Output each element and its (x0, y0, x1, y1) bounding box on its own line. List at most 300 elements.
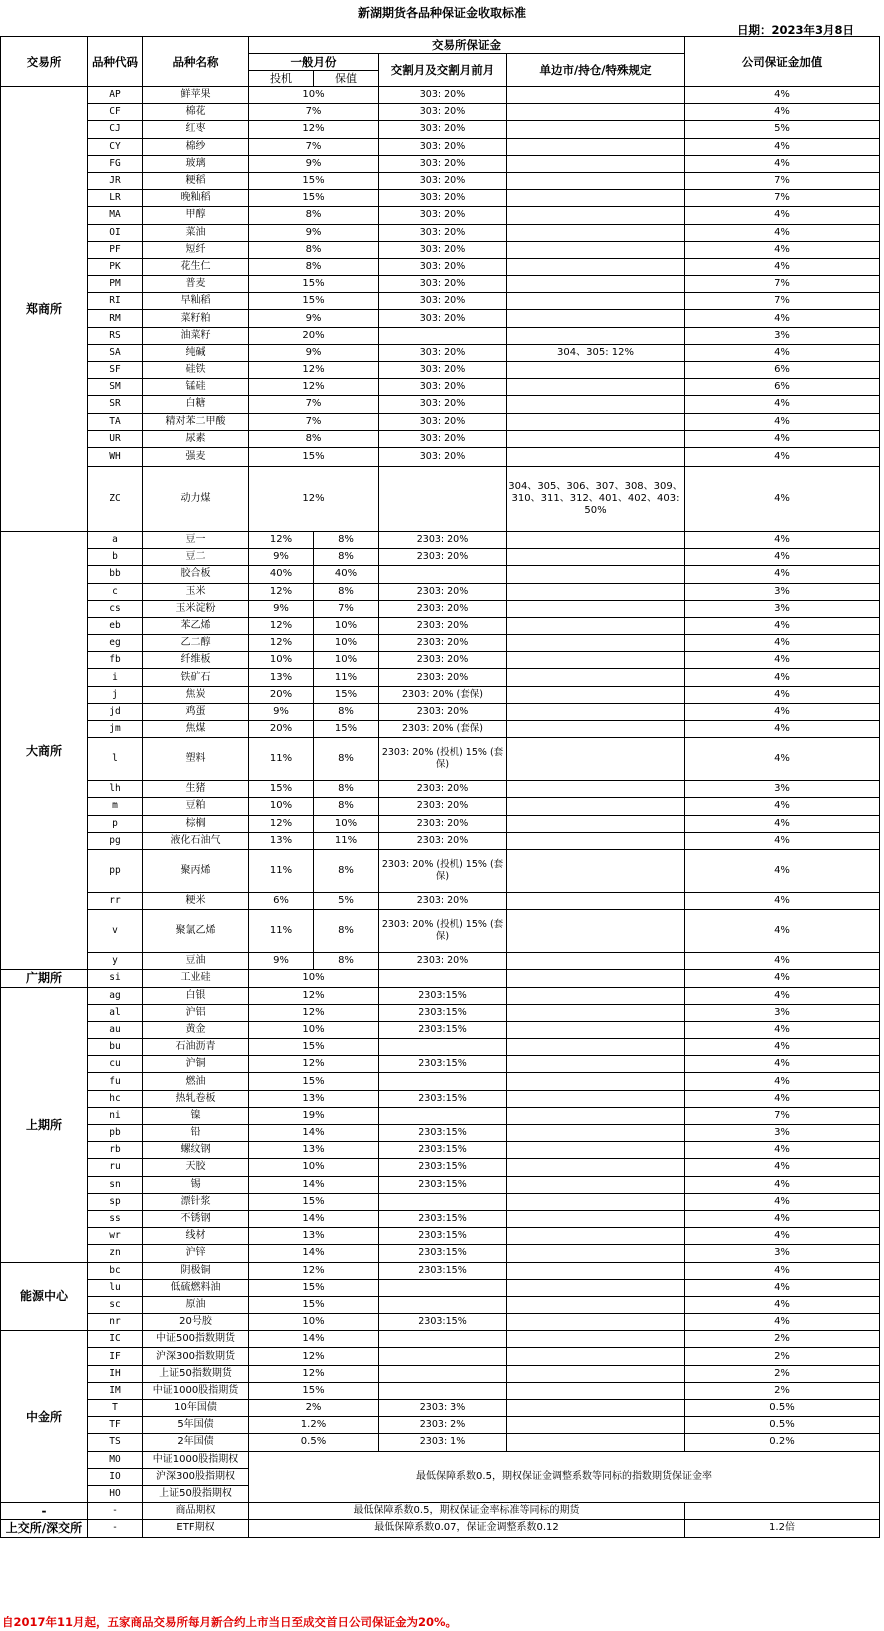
delivery-margin: 303: 20% (379, 379, 507, 396)
product-name: 普麦 (143, 276, 249, 293)
product-code: - (88, 1503, 143, 1520)
table-row (1, 1142, 880, 1159)
delivery-margin: 2303: 20% (379, 832, 507, 849)
product-name: 玻璃 (143, 155, 249, 172)
table-row (1, 669, 880, 686)
product-name: 豆一 (143, 531, 249, 548)
product-name: 液化石油气 (143, 832, 249, 849)
product-name: 甲醇 (143, 207, 249, 224)
company-add: 4% (685, 635, 880, 652)
product-code: pp (88, 849, 143, 892)
speculation-margin: 9% (249, 549, 314, 566)
general-margin: 2% (249, 1400, 379, 1417)
delivery-margin: 2303: 20% (379, 617, 507, 634)
delivery-margin: 2303:15% (379, 1090, 507, 1107)
company-add: 1.2倍 (685, 1520, 880, 1537)
general-margin: 8% (249, 258, 379, 275)
delivery-margin (379, 970, 507, 987)
product-name: 黄金 (143, 1021, 249, 1038)
table-row (1, 635, 880, 652)
table-row (1, 466, 880, 531)
speculation-margin: 13% (249, 669, 314, 686)
hedge-margin: 11% (314, 832, 379, 849)
hedge-margin: 15% (314, 686, 379, 703)
product-name: 沪铝 (143, 1004, 249, 1021)
product-name: 中证500指数期货 (143, 1331, 249, 1348)
product-name: 焦煤 (143, 721, 249, 738)
hedge-margin: 8% (314, 531, 379, 548)
company-add: 4% (685, 396, 880, 413)
product-name: 豆粕 (143, 798, 249, 815)
company-add: 4% (685, 531, 880, 548)
exchange-cell: 中金所 (1, 1331, 88, 1503)
table-row (1, 1365, 880, 1382)
product-code: SF (88, 362, 143, 379)
company-add: 4% (685, 669, 880, 686)
delivery-margin: 303: 20% (379, 310, 507, 327)
product-name: 纤维板 (143, 652, 249, 669)
company-add: 4% (685, 447, 880, 466)
special-rule (507, 327, 685, 344)
special-rule (507, 207, 685, 224)
product-code: jm (88, 721, 143, 738)
company-add: 4% (685, 832, 880, 849)
table-row (1, 1400, 880, 1417)
special-rule (507, 1159, 685, 1176)
general-margin: 13% (249, 1142, 379, 1159)
hedge-margin: 8% (314, 910, 379, 953)
delivery-margin: 303: 20% (379, 104, 507, 121)
special-rule (507, 1056, 685, 1073)
margin-table (0, 36, 880, 1538)
general-margin: 19% (249, 1107, 379, 1124)
delivery-margin: 303: 20% (379, 224, 507, 241)
product-code: jd (88, 703, 143, 720)
product-name: 乙二醇 (143, 635, 249, 652)
special-rule (507, 121, 685, 138)
hedge-margin: 10% (314, 617, 379, 634)
table-row (1, 1348, 880, 1365)
special-rule (507, 104, 685, 121)
company-add: 6% (685, 362, 880, 379)
product-name: 燃油 (143, 1073, 249, 1090)
table-row (1, 1503, 880, 1520)
company-add: 4% (685, 1210, 880, 1227)
special-rule (507, 241, 685, 258)
product-code: PM (88, 276, 143, 293)
header-company-add: 公司保证金加值 (685, 37, 880, 87)
table-row (1, 531, 880, 548)
delivery-margin: 303: 20% (379, 121, 507, 138)
product-code: fu (88, 1073, 143, 1090)
company-add: 7% (685, 1107, 880, 1124)
speculation-margin: 9% (249, 600, 314, 617)
special-rule (507, 172, 685, 189)
product-name: 上证50指数期货 (143, 1365, 249, 1382)
speculation-margin: 9% (249, 703, 314, 720)
company-add: 4% (685, 953, 880, 970)
product-name: 聚丙烯 (143, 849, 249, 892)
delivery-margin: 303: 20% (379, 362, 507, 379)
product-name: 精对苯二甲酸 (143, 413, 249, 430)
product-code: eg (88, 635, 143, 652)
delivery-margin: 303: 20% (379, 344, 507, 361)
table-row (1, 327, 880, 344)
speculation-margin: 11% (249, 910, 314, 953)
general-margin: 8% (249, 241, 379, 258)
product-name: 镍 (143, 1107, 249, 1124)
table-row (1, 1228, 880, 1245)
table-row (1, 430, 880, 447)
table-row (1, 617, 880, 634)
special-rule (507, 362, 685, 379)
general-margin: 15% (249, 1296, 379, 1313)
special-rule (507, 600, 685, 617)
general-margin: 12% (249, 1348, 379, 1365)
hedge-margin: 8% (314, 798, 379, 815)
product-name: 20号胶 (143, 1314, 249, 1331)
table-row (1, 1125, 880, 1142)
company-add: 4% (685, 849, 880, 892)
general-margin: 15% (249, 172, 379, 189)
product-name: 石油沥青 (143, 1039, 249, 1056)
product-code: fb (88, 652, 143, 669)
company-add: 2% (685, 1348, 880, 1365)
product-code: v (88, 910, 143, 953)
company-add: 4% (685, 241, 880, 258)
special-rule (507, 738, 685, 781)
special-rule (507, 1176, 685, 1193)
table-row (1, 703, 880, 720)
product-name: 纯碱 (143, 344, 249, 361)
header-delivery: 交割月及交割月前月 (379, 54, 507, 87)
product-name: 苯乙烯 (143, 617, 249, 634)
product-name: 不锈钢 (143, 1210, 249, 1227)
special-rule (507, 1434, 685, 1451)
special-rule (507, 1193, 685, 1210)
product-code: j (88, 686, 143, 703)
date-label: 日期：2023年3月8日 (736, 23, 854, 37)
general-margin: 14% (249, 1245, 379, 1262)
company-add: 4% (685, 798, 880, 815)
company-add: 4% (685, 224, 880, 241)
general-margin: 12% (249, 1365, 379, 1382)
table-row (1, 293, 880, 310)
product-name: 尿素 (143, 430, 249, 447)
special-rule (507, 87, 685, 104)
company-add: 0.2% (685, 1434, 880, 1451)
special-rule (507, 970, 685, 987)
product-code: IF (88, 1348, 143, 1365)
general-margin: 15% (249, 276, 379, 293)
product-name: 豆油 (143, 953, 249, 970)
delivery-margin: 2303: 20% (379, 549, 507, 566)
table-row (1, 447, 880, 466)
product-name: 玉米 (143, 583, 249, 600)
special-rule (507, 635, 685, 652)
special-rule (507, 1262, 685, 1279)
company-add: 4% (685, 892, 880, 909)
delivery-margin (379, 1073, 507, 1090)
product-name: 中证1000股指期权 (143, 1451, 249, 1468)
company-add: 5% (685, 121, 880, 138)
company-add: 4% (685, 1314, 880, 1331)
hedge-margin: 8% (314, 549, 379, 566)
delivery-margin (379, 1331, 507, 1348)
product-code: lh (88, 781, 143, 798)
delivery-margin (379, 1365, 507, 1382)
general-margin: 7% (249, 396, 379, 413)
product-name: 白银 (143, 987, 249, 1004)
general-margin: 14% (249, 1176, 379, 1193)
header-speculation: 投机 (249, 71, 314, 87)
company-add: 4% (685, 1039, 880, 1056)
general-margin: 12% (249, 1004, 379, 1021)
product-code: pb (88, 1125, 143, 1142)
product-name: 锰硅 (143, 379, 249, 396)
special-rule (507, 1021, 685, 1038)
product-name: 塑料 (143, 738, 249, 781)
header-exchange-margin: 交易所保证金 (249, 37, 685, 54)
delivery-margin: 2303:15% (379, 1245, 507, 1262)
hedge-margin: 7% (314, 600, 379, 617)
product-name: 棉纱 (143, 138, 249, 155)
product-code: a (88, 531, 143, 548)
product-code: bu (88, 1039, 143, 1056)
table-row (1, 362, 880, 379)
general-margin: 12% (249, 121, 379, 138)
table-row (1, 413, 880, 430)
table-row (1, 798, 880, 815)
table-row (1, 104, 880, 121)
special-rule (507, 566, 685, 583)
hedge-margin: 8% (314, 703, 379, 720)
company-add: 4% (685, 1262, 880, 1279)
exchange-cell: 大商所 (1, 531, 88, 969)
product-code: sp (88, 1193, 143, 1210)
product-code: c (88, 583, 143, 600)
general-margin: 12% (249, 1056, 379, 1073)
product-code: - (88, 1520, 143, 1537)
product-code: ru (88, 1159, 143, 1176)
special-rule (507, 721, 685, 738)
delivery-margin: 303: 20% (379, 276, 507, 293)
product-name: 白糖 (143, 396, 249, 413)
delivery-margin: 2303: 20% (379, 531, 507, 548)
special-rule (507, 815, 685, 832)
table-row (1, 1314, 880, 1331)
product-name: 强麦 (143, 447, 249, 466)
company-add (685, 1503, 880, 1520)
company-add: 2% (685, 1365, 880, 1382)
special-rule (507, 310, 685, 327)
company-add: 4% (685, 1021, 880, 1038)
header-code: 品种代码 (88, 37, 143, 87)
special-rule (507, 1073, 685, 1090)
hedge-margin: 5% (314, 892, 379, 909)
special-rule (507, 652, 685, 669)
product-code: wr (88, 1228, 143, 1245)
general-margin: 15% (249, 1382, 379, 1399)
company-add: 4% (685, 310, 880, 327)
delivery-margin: 2303:15% (379, 1159, 507, 1176)
company-add: 4% (685, 549, 880, 566)
hedge-margin: 8% (314, 738, 379, 781)
special-rule (507, 1279, 685, 1296)
special-rule (507, 832, 685, 849)
special-rule (507, 190, 685, 207)
product-code: si (88, 970, 143, 987)
table-row (1, 1245, 880, 1262)
company-add: 4% (685, 258, 880, 275)
options-note: 最低保障系数0.07，保证金调整系数0.12 (249, 1520, 685, 1537)
company-add: 4% (685, 466, 880, 531)
special-rule (507, 1400, 685, 1417)
delivery-margin: 303: 20% (379, 190, 507, 207)
company-add: 7% (685, 293, 880, 310)
special-rule (507, 1142, 685, 1159)
product-name: 沪锌 (143, 1245, 249, 1262)
special-rule (507, 686, 685, 703)
product-code: TF (88, 1417, 143, 1434)
speculation-margin: 12% (249, 815, 314, 832)
speculation-margin: 11% (249, 849, 314, 892)
company-add: 3% (685, 781, 880, 798)
company-add: 4% (685, 413, 880, 430)
delivery-margin: 2303: 20% (379, 600, 507, 617)
delivery-margin (379, 566, 507, 583)
hedge-margin: 8% (314, 781, 379, 798)
product-name: 短纤 (143, 241, 249, 258)
table-row (1, 1107, 880, 1124)
company-add: 4% (685, 138, 880, 155)
product-code: PF (88, 241, 143, 258)
company-add: 7% (685, 276, 880, 293)
special-rule (507, 155, 685, 172)
table-row (1, 583, 880, 600)
table-row (1, 1176, 880, 1193)
table-row (1, 721, 880, 738)
delivery-margin (379, 1039, 507, 1056)
table-row (1, 832, 880, 849)
company-add: 4% (685, 207, 880, 224)
product-code: ss (88, 1210, 143, 1227)
table-body (1, 87, 880, 1538)
company-add: 4% (685, 430, 880, 447)
table-row (1, 1039, 880, 1056)
general-margin: 8% (249, 430, 379, 447)
general-margin: 12% (249, 987, 379, 1004)
delivery-margin: 2303: 20% (投机) 15% (套保) (379, 738, 507, 781)
product-name: 沪深300指数期货 (143, 1348, 249, 1365)
company-add: 4% (685, 686, 880, 703)
product-code: zn (88, 1245, 143, 1262)
company-add: 4% (685, 703, 880, 720)
delivery-margin: 2303: 20% (套保) (379, 686, 507, 703)
company-add: 4% (685, 1228, 880, 1245)
product-code: rb (88, 1142, 143, 1159)
special-rule (507, 1314, 685, 1331)
delivery-margin (379, 327, 507, 344)
product-code: RM (88, 310, 143, 327)
product-code: cu (88, 1056, 143, 1073)
product-name: 晚籼稻 (143, 190, 249, 207)
product-code: bb (88, 566, 143, 583)
table-row (1, 1073, 880, 1090)
speculation-margin: 10% (249, 798, 314, 815)
company-add: 4% (685, 344, 880, 361)
product-name: 油菜籽 (143, 327, 249, 344)
product-name: 硅铁 (143, 362, 249, 379)
special-rule (507, 953, 685, 970)
delivery-margin: 2303: 20% (379, 583, 507, 600)
delivery-margin: 2303: 20% (379, 635, 507, 652)
delivery-margin: 2303: 20% (379, 652, 507, 669)
company-add: 4% (685, 652, 880, 669)
company-add: 3% (685, 583, 880, 600)
special-rule (507, 1245, 685, 1262)
product-code: MA (88, 207, 143, 224)
general-margin: 9% (249, 155, 379, 172)
hedge-margin: 15% (314, 721, 379, 738)
special-rule (507, 1348, 685, 1365)
special-rule (507, 138, 685, 155)
general-margin: 15% (249, 293, 379, 310)
general-margin: 20% (249, 327, 379, 344)
company-add: 3% (685, 600, 880, 617)
product-name: 原油 (143, 1296, 249, 1313)
general-margin: 15% (249, 1039, 379, 1056)
header-hedge: 保值 (314, 71, 379, 87)
general-margin: 10% (249, 87, 379, 104)
product-name: 花生仁 (143, 258, 249, 275)
special-rule (507, 798, 685, 815)
table-row (1, 276, 880, 293)
delivery-margin (379, 466, 507, 531)
general-margin: 7% (249, 138, 379, 155)
product-name: 早籼稻 (143, 293, 249, 310)
table-row (1, 910, 880, 953)
product-name: 线材 (143, 1228, 249, 1245)
delivery-margin: 2303:15% (379, 1228, 507, 1245)
table-row (1, 1056, 880, 1073)
company-add: 3% (685, 1004, 880, 1021)
special-rule (507, 1228, 685, 1245)
speculation-margin: 6% (249, 892, 314, 909)
special-rule (507, 1417, 685, 1434)
delivery-margin: 303: 20% (379, 413, 507, 430)
product-code: CY (88, 138, 143, 155)
delivery-margin (379, 1296, 507, 1313)
special-rule (507, 583, 685, 600)
special-rule (507, 1365, 685, 1382)
table-row (1, 1382, 880, 1399)
product-code: FG (88, 155, 143, 172)
speculation-margin: 12% (249, 531, 314, 548)
table-row (1, 1296, 880, 1313)
table-row (1, 344, 880, 361)
special-rule (507, 910, 685, 953)
product-code: rr (88, 892, 143, 909)
table-row (1, 566, 880, 583)
delivery-margin: 2303: 20% (379, 953, 507, 970)
product-code: bc (88, 1262, 143, 1279)
company-add: 4% (685, 1193, 880, 1210)
company-add: 3% (685, 327, 880, 344)
header-exchange: 交易所 (1, 37, 88, 87)
product-name: 螺纹钢 (143, 1142, 249, 1159)
general-margin: 13% (249, 1228, 379, 1245)
